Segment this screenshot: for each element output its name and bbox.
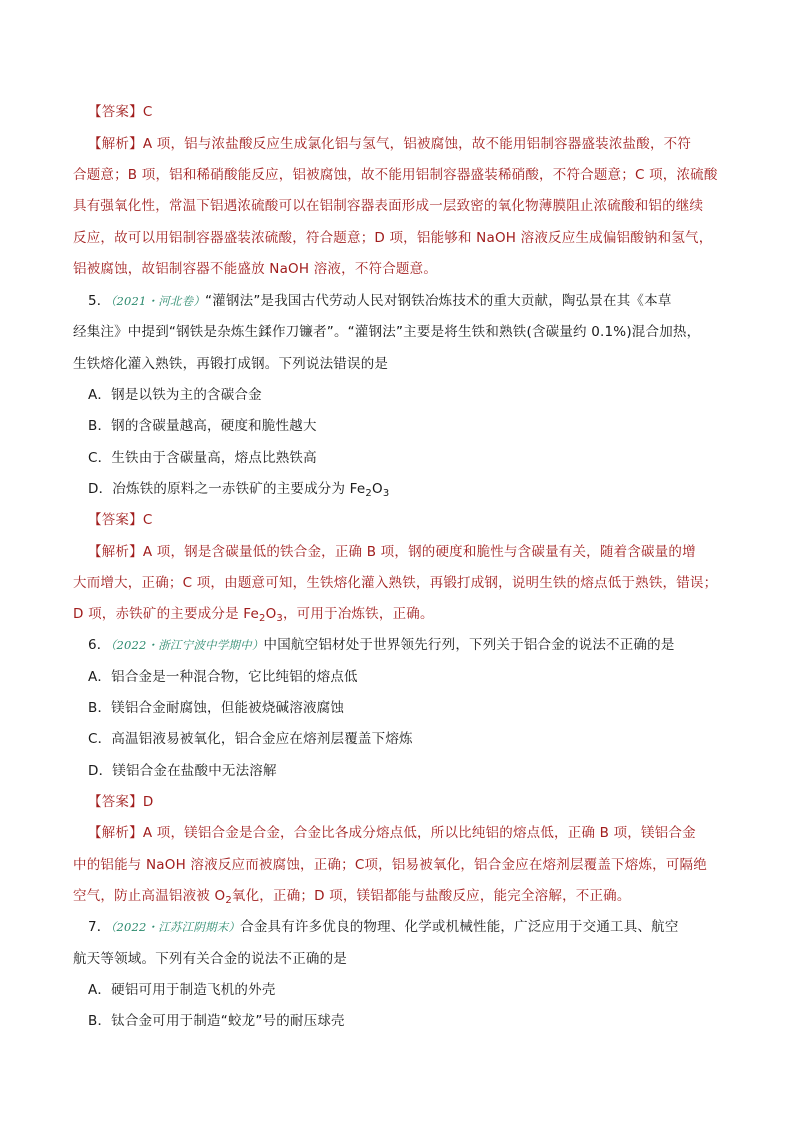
option-b: B．钢的含碳量越高，硬度和脆性越大 <box>88 418 317 434</box>
answer-line <box>88 102 738 122</box>
question-number: 7． <box>88 919 111 935</box>
answer-value: C <box>142 104 153 120</box>
question-stem: 经集注》中提到“钢铁是杂炼生鍒作刀镰者”。“灌钢法”主要是将生铁和熟铁(含碳量约 0.1%)混合加热， <box>73 324 701 340</box>
analysis-line <box>73 886 723 911</box>
question-number: 6． <box>88 637 111 653</box>
option-a: A．钢是以铁为主的含碳合金 <box>88 387 262 403</box>
analysis-line: 铝被腐蚀，故铝制容器不能盛放 NaOH 溶液，不符合题意。 <box>73 261 438 277</box>
option-c: C．高温铝液易被氧化，铝合金应在熔剂层覆盖下熔炼 <box>88 731 413 747</box>
analysis-text: 空气，防止高温铝液被 O <box>73 888 226 904</box>
analysis-text: ，可用于冶炼铁，正确。 <box>282 606 434 622</box>
question-number: 5． <box>88 293 111 309</box>
answer-value: D <box>142 794 154 810</box>
analysis-line: 反应，故可以用铝制容器盛装浓硫酸，符合题意；D 项，铝能够和 NaOH 溶液反应生成偏铝酸钠和氢气， <box>73 230 713 246</box>
analysis-text: A 项，铝与浓盐酸反应生成氯化铝与氢气，铝被腐蚀，故不能用铝制容器盛装浓盐酸，不符 <box>142 136 692 152</box>
subscript: 2 <box>365 488 372 499</box>
analysis-tag: 【解析】 <box>88 544 143 560</box>
analysis-line: 合题意；B 项，铝和稀硝酸能反应，铝被腐蚀，故不能用铝制容器盛装稀硝酸，不符合题意；C 项，浓硫酸 <box>73 167 718 183</box>
analysis-line: 大而增大，正确；C 项，由题意可知，生铁熔化灌入熟铁，再锻打成钢，说明生铁的熔点低于熟铁，错误； <box>73 575 718 591</box>
question-stem <box>88 291 738 311</box>
option-b: B．镁铝合金耐腐蚀，但能被烧碱溶液腐蚀 <box>88 700 345 716</box>
option-text: D．冶炼铁的原料之一赤铁矿的主要成分为 Fe <box>88 481 366 497</box>
question-stem <box>88 917 738 937</box>
subscript: 2 <box>259 613 266 624</box>
analysis-line <box>88 823 738 843</box>
analysis-text: A 项，钢是含碳量低的铁合金，正确 B 项，钢的硬度和脆性与含碳量有关，随着含碳量的增 <box>142 544 696 560</box>
option-b: B．钛合金可用于制造“蛟龙”号的耐压球壳 <box>88 1013 345 1029</box>
analysis-line: 具有强氧化性，常温下铝遇浓硫酸可以在铝制容器表面形成一层致密的氧化物薄膜阻止浓硫酸和铝的继续 <box>73 198 704 214</box>
stem-text: 合金具有许多优良的物理、化学或机械性能，广泛应用于交通工具、航空 <box>240 919 679 935</box>
answer-tag: 【答案】 <box>88 794 143 810</box>
question-stem: 航天等领域。下列有关合金的说法不正确的是 <box>73 951 347 967</box>
answer-line <box>88 792 738 812</box>
analysis-line <box>73 604 723 629</box>
answer-line <box>88 510 738 530</box>
analysis-text: A 项，镁铝合金是合金，合金比各成分熔点低，所以比纯铝的熔点低，正确 B 项，镁铝合金 <box>142 825 696 841</box>
analysis-line: 中的铝能与 NaOH 溶液反应而被腐蚀，正确；C项，铝易被氧化，铝合金应在熔剂层覆盖下熔炼，可隔绝 <box>73 857 707 873</box>
option-d <box>88 479 738 504</box>
subscript: 2 <box>225 895 232 906</box>
option-text: O <box>371 481 383 497</box>
question-source: （2022・浙江宁波中学期中） <box>110 638 264 652</box>
analysis-text: D 项，赤铁矿的主要成分是 Fe <box>73 606 260 622</box>
analysis-tag: 【解析】 <box>88 136 143 152</box>
stem-text: “灌钢法”是我国古代劳动人民对钢铁冶炼技术的重大贡献，陶弘景在其《本草 <box>205 293 672 309</box>
stem-text: 中国航空铝材处于世界领先行列，下列关于铝合金的说法不正确的是 <box>263 637 675 653</box>
question-stem: 生铁熔化灌入熟铁，再锻打成钢。下列说法错误的是 <box>73 356 389 372</box>
question-stem <box>88 635 738 655</box>
option-c: C．生铁由于含碳量高，熔点比熟铁高 <box>88 450 317 466</box>
answer-tag: 【答案】 <box>88 104 143 120</box>
question-source: （2021・河北卷） <box>110 294 206 308</box>
analysis-line <box>88 542 738 562</box>
question-source: （2022・江苏江阴期末） <box>110 920 241 934</box>
analysis-text: 氧化，正确；D 项，镁铝都能与盐酸反应，能完全溶解，不正确。 <box>231 888 631 904</box>
analysis-tag: 【解析】 <box>88 825 143 841</box>
option-a: A．铝合金是一种混合物，它比纯铝的熔点低 <box>88 669 358 685</box>
option-d: D．镁铝合金在盐酸中无法溶解 <box>88 763 277 779</box>
analysis-line <box>88 134 738 154</box>
subscript: 3 <box>276 613 283 624</box>
answer-tag: 【答案】 <box>88 512 143 528</box>
analysis-text: O <box>265 606 277 622</box>
option-a: A．硬铝可用于制造飞机的外壳 <box>88 982 276 998</box>
answer-value: C <box>142 512 153 528</box>
subscript: 3 <box>382 488 390 499</box>
